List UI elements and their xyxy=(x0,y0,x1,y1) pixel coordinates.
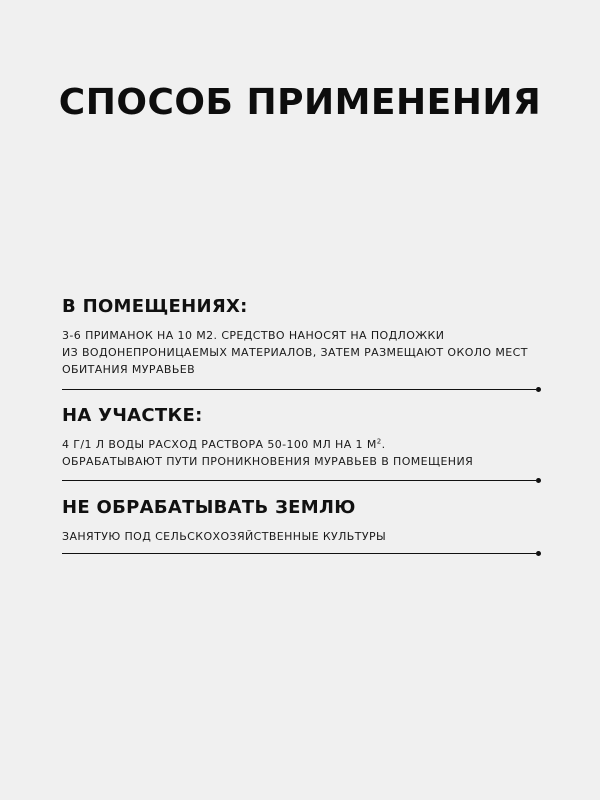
section-heading: НА УЧАСТКЕ: xyxy=(62,405,203,426)
text-line: ОБИТАНИЯ МУРАВЬЕВ xyxy=(62,363,196,376)
section-heading: В ПОМЕЩЕНИЯХ: xyxy=(62,296,248,317)
text-line: ЗАНЯТУЮ ПОД СЕЛЬСКОХОЗЯЙСТВЕННЫЕ КУЛЬТУРЫ xyxy=(62,530,387,543)
divider-line xyxy=(62,389,536,390)
text-line: ИЗ ВОДОНЕПРОНИЦАЕМЫХ МАТЕРИАЛОВ, ЗАТЕМ РАЗМЕЩАЮТ ОКОЛО МЕСТ xyxy=(62,346,528,359)
text-line: 3-6 ПРИМАНОК НА 10 М2. СРЕДСТВО НАНОСЯТ НА ПОДЛОЖКИ xyxy=(62,329,445,342)
section-soil-warning xyxy=(62,497,540,545)
divider-line xyxy=(62,553,536,554)
text-line xyxy=(62,436,540,453)
section-text xyxy=(62,436,540,470)
text-line-end: . xyxy=(381,438,386,451)
divider-dot-icon xyxy=(536,551,541,556)
text-line: ОБРАБАТЫВАЮТ ПУТИ ПРОНИКНОВЕНИЯ МУРАВЬЕВ В ПОМЕЩЕНИЯ xyxy=(62,455,474,468)
section-text xyxy=(62,528,540,545)
divider-dot-icon xyxy=(536,387,541,392)
section-text xyxy=(62,327,540,378)
superscript: 2 xyxy=(376,437,382,446)
divider-line xyxy=(62,480,536,481)
page-title: СПОСОБ ПРИМЕНЕНИЯ xyxy=(58,82,542,123)
section-indoors xyxy=(62,296,540,378)
text-line-main: 4 Г/1 Л ВОДЫ РАСХОД РАСТВОРА 50-100 МЛ НА 1 М xyxy=(62,438,377,451)
section-heading: НЕ ОБРАБАТЫВАТЬ ЗЕМЛЮ xyxy=(62,497,356,518)
section-outdoor-plot xyxy=(62,405,540,470)
divider-dot-icon xyxy=(536,478,541,483)
